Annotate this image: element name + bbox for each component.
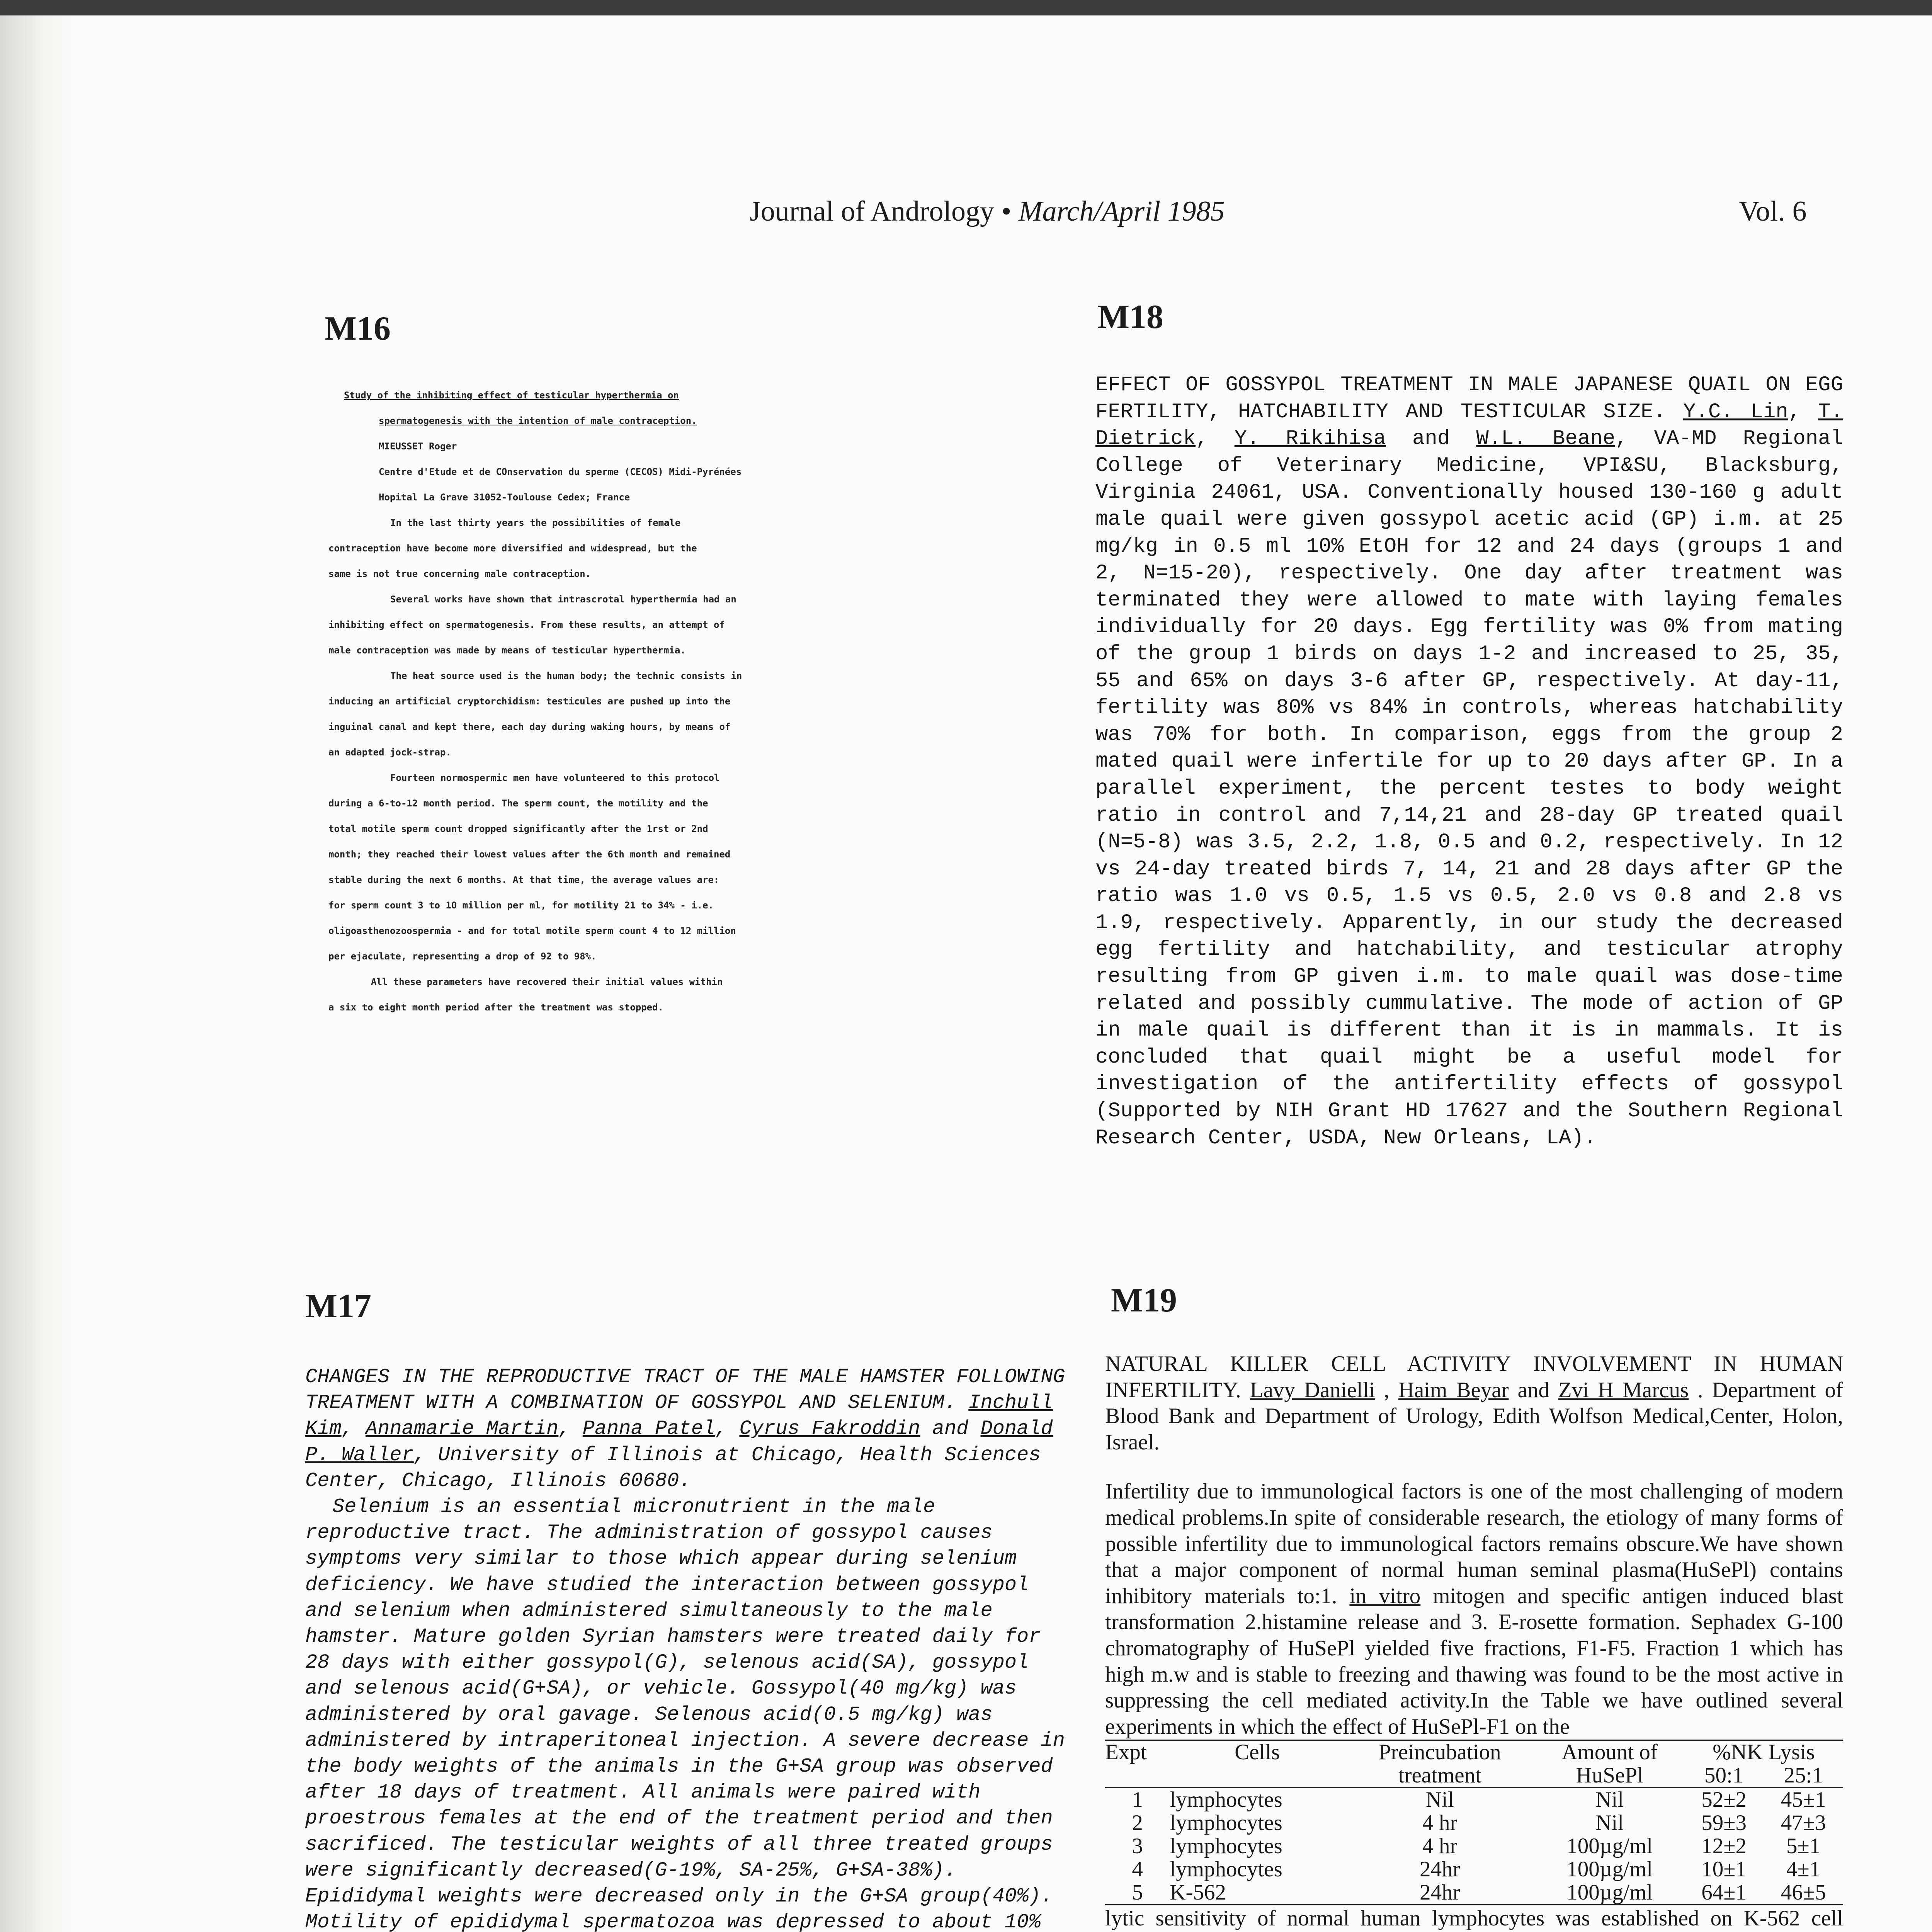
abstract-id-m18: M18	[1097, 298, 1164, 336]
table-cell: K-562	[1170, 1881, 1345, 1905]
table-cell: lymphocytes	[1170, 1787, 1282, 1812]
header-bullet: •	[1001, 196, 1012, 227]
table-header: Amount of	[1561, 1740, 1658, 1765]
m16-affiliation-line: Hopital La Grave 31052-Toulouse Cedex; France	[379, 492, 630, 503]
table-cell: Nil	[1595, 1787, 1624, 1812]
m16-text-line: for sperm count 3 to 10 million per ml, for motility 21 to 34% - i.e.	[328, 900, 714, 911]
m17-author: Annamarie Martin	[366, 1417, 559, 1440]
table-row	[1105, 1835, 1843, 1858]
m17-author: Inchull Kim	[305, 1391, 1053, 1440]
m16-text-line: In the last thirty years the possibilities of female	[390, 517, 681, 528]
m19-title: NATURAL KILLER CELL ACTIVITY INVOLVEMENT IN HUMAN INFERTILITY.	[1105, 1352, 1843, 1402]
m16-text-line: Fourteen normospermic men have volunteered to this protocol	[390, 772, 720, 783]
abstract-m19-body	[1105, 1351, 1843, 1932]
m19-text: mitogen and specific antigen induced blast transformation 2.histamine release and 3. E-rosette formation. Sephadex G-100 chromatography of HuSePl yielded five fractions, F1-F5. Fraction 1 which has high m.w and is stable to freezing and thawing was found to be the most active in suppressing the cell mediated activity.In the Table we have outlined several	[1105, 1583, 1843, 1713]
table-header	[1105, 1764, 1170, 1788]
table-header: Cells	[1235, 1740, 1280, 1765]
table-cell: 52±2	[1701, 1787, 1747, 1812]
table-cell: Nil	[1425, 1787, 1454, 1812]
m18-title: EFFECT OF GOSSYPOL TREATMENT IN MALE JAPANESE QUAIL ON EGG FERTILITY, HATCHABILITY AND TESTICULAR SIZE.	[1095, 373, 1843, 424]
m16-affiliation-line: Centre d'Etude et de COnservation du sperme (CECOS) Midi-Pyrénées	[379, 466, 742, 477]
running-head	[750, 195, 1225, 228]
m19-header: NATURAL KILLER CELL ACTIVITY INVOLVEMENT IN HUMAN INFERTILITY. Lavy Danielli , Haim Beyar and Zvi H Marcus . Department of Blood Bank and Department of Urology, Edith Wolfson Medical,Center, Holon, Israel.	[1105, 1352, 1844, 1454]
table-cell: lymphocytes	[1170, 1857, 1282, 1882]
m19-spacer	[1105, 1455, 1843, 1478]
table-cell: 24hr	[1345, 1881, 1535, 1905]
m16-text-line: male contraception was made by means of testicular hyperthermia.	[328, 645, 686, 656]
abstract-id-m17: M17	[305, 1287, 372, 1325]
scan-top-edge	[0, 0, 1932, 15]
table-cell: 100µg/ml	[1566, 1857, 1653, 1882]
m18-author: Y.C. Lin	[1683, 400, 1788, 424]
table-header: HuSePl	[1535, 1764, 1684, 1788]
m17-author: Donald P. Waller	[305, 1417, 1053, 1466]
m19-affiliation: . Department of Blood Bank and Department of Urology, Edith Wolfson Medical,Center, Holon, Israel.	[1105, 1378, 1844, 1454]
table-cell: 4 hr	[1422, 1834, 1458, 1859]
m17-title: CHANGES IN THE REPRODUCTIVE TRACT OF THE MALE HAMSTER FOLLOWING TREATMENT WITH A COMBINATION OF GOSSYPOL AND SELENIUM.	[305, 1366, 1065, 1415]
m18-and: and	[1412, 427, 1450, 451]
m16-text-line: an adapted jock-strap.	[328, 747, 451, 758]
m18-paragraph: EFFECT OF GOSSYPOL TREATMENT IN MALE JAPANESE QUAIL ON EGG FERTILITY, HATCHABILITY AND TESTICULAR SIZE. Y.C. Lin, T. Dietrick, Y. Rikihisa and W.L. Beane, VA-MD Regional College of Veterinary Medicine, VPI&SU, Blacksburg, Virginia 24061, USA. Conventionally housed 130-160 g adult male quail were given gossypol acetic acid (GP) i.m. at 25 mg/kg in 0.5 ml 10% EtOH for 12 and 24 days (groups 1 and 2, N=15-20), respectively. One day after treatment was terminated they were allowed to mate with laying females individually for 20 days. Egg fertility was 0% from mating of the group 1 birds on days 1-2 and increased to 25, 35, 55 and 65% on days 3-6 after GP, respectively. At day-11, fertility was 80% vs 84% in controls, whereas hatchability was 70% for both. In comparison, eggs from the group 2 mated quail were infertile for up to 20 days after GP. In a parallel experiment, the percent testes to body weight ratio in control and 7,14,21 and 28-day GP treated quail (N=5-8) was 3.5, 2.2, 1.8, 0.5 and 0.2, respectively. In 12 vs 24-day treated birds 7, 14, 21 and 28 days after GP the ratio was 1.0 vs 0.5, 1.5 vs 0.5, 2.0 vs 0.8 and 2.8 vs 1.9, respectively. Apparently, in our study the decreased egg fertility and hatchability, and testicular atrophy resulting from GP given i.m. to male quail was dose-time related and possibly cummulative. The mode of action of GP in male quail is different than it is in mammals. It is concluded that quail might be a useful model for investigation of the antifertility effects of gossypol (Supported by NIH Grant HD 17627 and the Southern Regional Research Center, USDA, New Orleans, LA).	[1095, 373, 1843, 1150]
m19-text: experiments in which the effect of HuSePl-F1 on the	[1105, 1714, 1570, 1739]
table-cell: 100µg/ml	[1535, 1881, 1684, 1905]
table-header: 25:1	[1764, 1764, 1843, 1788]
table-cell: 24hr	[1420, 1857, 1460, 1882]
table-row	[1105, 1811, 1843, 1835]
table-header: Preincubation	[1379, 1740, 1501, 1765]
table-header: treatment	[1345, 1764, 1535, 1788]
table-row	[1105, 1858, 1843, 1881]
m19-text: Infertility due to immunological factors is one of the most challenging of modern medical problems.In spite of considerable research, the etiology of many forms of possible infertility due to immunological factors remains obscure.We have shown that a major component of normal human seminal plasma(HuSePl) contains inhibitory materials to:1.	[1105, 1479, 1843, 1608]
m18-author: T. Dietrick	[1095, 400, 1843, 451]
table-header-row	[1105, 1764, 1843, 1788]
table-cell: 100µg/ml	[1566, 1834, 1653, 1859]
table-cell: 12±2	[1701, 1834, 1747, 1859]
table-header-row	[1105, 1740, 1843, 1764]
table-cell: lymphocytes	[1170, 1811, 1282, 1835]
m19-text: lytic sensitivity of normal human lymphocytes was established on K-562 cell	[1105, 1906, 1843, 1931]
table-cell: 47±3	[1781, 1811, 1826, 1835]
issue-date: March/April 1985	[1018, 196, 1225, 227]
table-cell: 1	[1132, 1787, 1143, 1812]
table-header: Expt	[1105, 1740, 1147, 1765]
m16-author: MIEUSSET Roger	[379, 441, 457, 452]
journal-title: Journal of Andrology	[750, 196, 995, 227]
table-header: %NK Lysis	[1713, 1740, 1815, 1765]
abstract-m18-body	[1095, 372, 1843, 1151]
m19-author: Haim Beyar	[1398, 1378, 1509, 1402]
table-cell: 45±1	[1781, 1787, 1826, 1812]
table-header	[1170, 1764, 1345, 1788]
m16-text-line: inhibiting effect on spermatogenesis. From these results, an attempt of	[328, 619, 725, 630]
abstract-m17-body	[305, 1364, 1074, 1932]
table-cell: 4	[1132, 1857, 1143, 1882]
table-cell: 64±1	[1684, 1881, 1764, 1905]
m16-text-line: per ejaculate, representing a drop of 92 to 98%.	[328, 951, 597, 962]
table-cell: 3	[1132, 1834, 1143, 1859]
table-cell: 46±5	[1764, 1881, 1843, 1905]
m19-paragraph	[1105, 1478, 1843, 1740]
m17-author: Panna Patel	[582, 1417, 716, 1440]
abstract-m16-body	[328, 383, 954, 1020]
m16-text-line: Several works have shown that intrascrotal hyperthermia had an	[390, 594, 736, 605]
m16-title-line: spermatogenesis with the intention of male contraception.	[379, 415, 697, 426]
m18-text: VA-MD Regional College of Veterinary Medicine, VPI&SU, Blacksburg, Virginia 24061, USA. Conventionally housed 130-160 g adult male quail were given gossypol acetic acid (GP) i.m. at 25 mg/kg in 0.5 ml 10% EtOH for 12 and 24 days (groups 1 and 2, N=15-20), respectively. One day after treatment was terminated they were allowed to mate with laying females individually for 20 days. Egg fertility was 0% from mating of the group 1 birds on days 1-2 and increased to 25, 35, 55 and 65% on days 3-6 after GP, respectively. At day-11, fertility was 80% vs 84% in controls, whereas hatchability was 70% for both. In comparison, eggs from the group 2 mated quail were infertile for up to 20 days after GP. In a parallel experiment, the percent testes to body weight ratio in control and 7,14,21 and 28-day GP treated quail (N=5-8) was 3.5, 2.2, 1.8, 0.5 and 0.2, respectively. In 12 vs 24-day treated birds 7, 14, 21 and 28 days after GP the ratio was 1.0 vs 0.5, 1.5 vs 0.5, 2.0 vs 0.8 and 2.8 vs 1.9, respectively. Apparently, in our study the decreased egg fertility and hatchability, and testicular atrophy resulting from GP given i.m. to male quail was dose-time related and possibly cummulative. The mode of action of GP in male quail is different than it is in mammals. It is concluded that quail might be a useful model for investigation of the antifertility effects of gossypol (Supported by NIH Grant HD 17627 and the Southern Regional Research Center, USDA, New Orleans, LA).	[1095, 427, 1843, 1150]
m18-author: W.L. Beane	[1476, 427, 1616, 451]
table-cell: Nil	[1595, 1811, 1624, 1835]
m16-text-line: total motile sperm count dropped significantly after the 1rst or 2nd	[328, 823, 708, 834]
volume-label: Vol. 6	[1739, 196, 1807, 227]
m17-text: Selenium is an essential micronutrient in the male reproductive tract. The administration of gossypol causes symptoms very similar to those which appear during selenium deficiency. We have studied the interaction between gossypol and selenium when administered simultaneously to the male hamster. Mature golden Syrian hamsters were treated daily for 28 days with either gossypol(G), selenous acid(SA), gossypol and selenous acid(G+SA), or vehicle. Gossypol(40 mg/kg) was administered by oral gavage. Selenous acid(0.5 mg/kg) was administered by intraperitoneal injection. A severe decrease in the body weights of the animals in the G+SA group was observed after 18 days of treatment. All animals were paired with proestrous females at the end of the treatment period and then sacrificed. The testicular weights of all three treated groups were significantly decreased(G-19%, SA-25%, G+SA-38%). Epididymal weights were decreased only in the G+SA group(40%). Motility of epididymal spermatozoa was depressed to about 10%	[305, 1495, 1065, 1932]
m16-text-line: stable during the next 6 months. At that time, the average values are:	[328, 874, 719, 885]
table-header: 50:1	[1684, 1764, 1764, 1788]
m17-author: Cyrus Fakroddin	[739, 1417, 920, 1440]
table-cell: 5	[1105, 1881, 1170, 1905]
m18-author: Y. Rikihisa	[1234, 427, 1386, 451]
table-cell: 10±1	[1701, 1857, 1747, 1882]
m19-table	[1105, 1740, 1843, 1905]
m16-title-line: Study of the inhibiting effect of testicular hyperthermia on	[344, 390, 679, 401]
m16-text-line: All these parameters have recovered their initial values within	[371, 976, 723, 987]
table-row	[1105, 1788, 1843, 1812]
table-cell: lymphocytes	[1170, 1834, 1282, 1859]
table-cell: 4±1	[1786, 1857, 1821, 1882]
m16-text-line: inguinal canal and kept there, each day during waking hours, by means of	[328, 721, 731, 732]
m16-text-line: same is not true concerning male contraception.	[328, 568, 591, 579]
abstract-id-m19: M19	[1111, 1282, 1177, 1319]
m16-text-line: during a 6-to-12 month period. The sperm count, the motility and the	[328, 798, 708, 809]
table-cell: 5±1	[1786, 1834, 1821, 1859]
table-cell: 4 hr	[1422, 1811, 1458, 1835]
page-stack-edge	[0, 15, 73, 1932]
m19-and: and	[1517, 1378, 1549, 1402]
m19-in-vitro: in vitro	[1349, 1583, 1421, 1608]
m16-text-line: oligoasthenozoospermia - and for total motile sperm count 4 to 12 million	[328, 925, 736, 936]
m17-header: CHANGES IN THE REPRODUCTIVE TRACT OF THE MALE HAMSTER FOLLOWING TREATMENT WITH A COMBINATION OF GOSSYPOL AND SELENIUM. Inchull Kim, Annamarie Martin, Panna Patel, Cyrus Fakroddin and Donald P. Waller, University of Illinois at Chicago, Health Sciences Center, Chicago, Illinois 60680.	[305, 1366, 1065, 1492]
m17-and: and	[932, 1417, 969, 1440]
m19-author: Zvi H Marcus	[1558, 1378, 1689, 1402]
table-cell: 59±3	[1701, 1811, 1747, 1835]
m16-text-line: contraception have become more diversified and widespread, but the	[328, 543, 697, 554]
m16-text-line: inducing an artificial cryptorchidism: testicules are pushed up into the	[328, 696, 731, 707]
m17-affiliation: University of Illinois at Chicago, Health Sciences Center, Chicago, Illinois 60680.	[305, 1443, 1041, 1492]
m16-text-line: a six to eight month period after the treatment was stopped.	[328, 1002, 663, 1013]
table-cell: 2	[1132, 1811, 1143, 1835]
m19-paragraph	[1105, 1905, 1843, 1932]
m16-text-line: month; they reached their lowest values after the 6th month and remained	[328, 849, 731, 860]
m16-text-line: The heat source used is the human body; the technic consists in	[390, 670, 742, 681]
m19-author: Lavy Danielli	[1250, 1378, 1375, 1402]
abstract-id-m16: M16	[325, 310, 391, 347]
table-row	[1105, 1881, 1843, 1905]
